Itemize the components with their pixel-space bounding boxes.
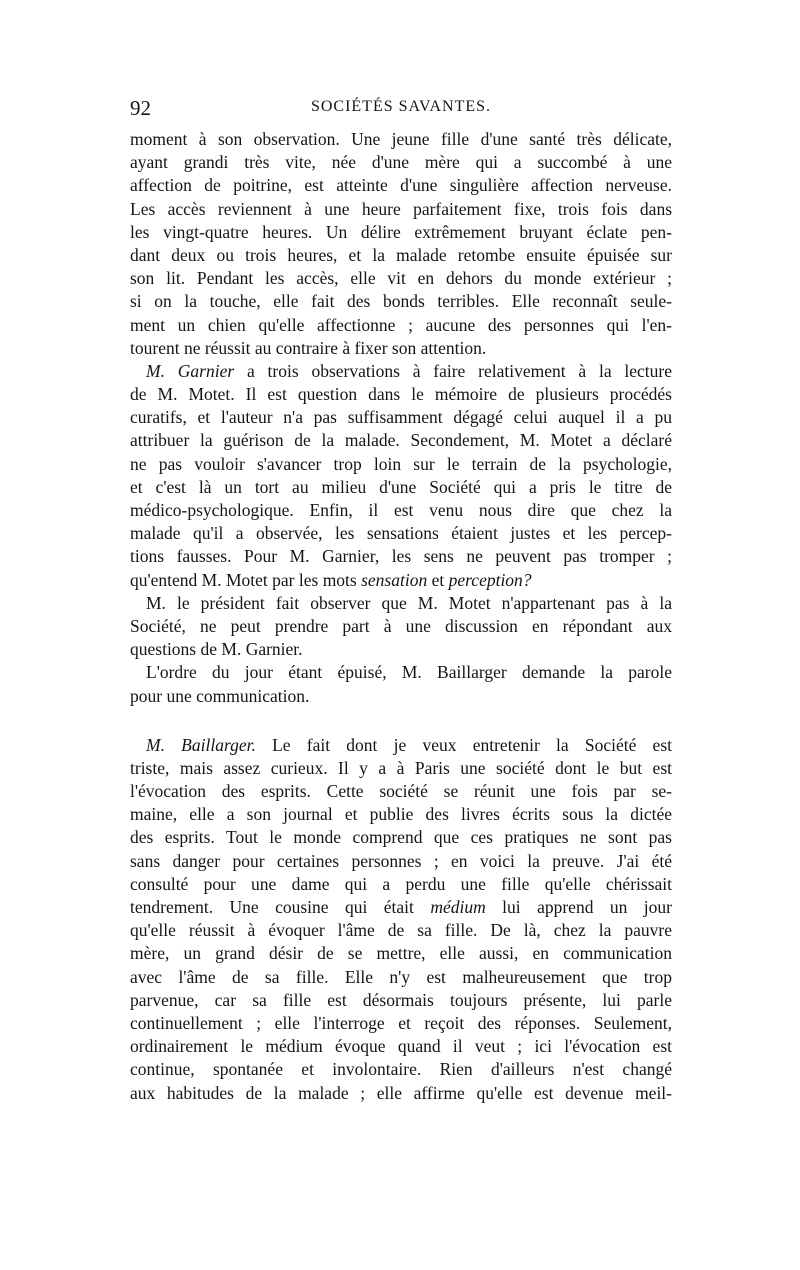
text-line: Société, ne peut prendre part à une discussion en répondant aux bbox=[130, 615, 672, 636]
text-line: ayant grandi très vite, née d'une mère qui a succombé à une bbox=[130, 152, 672, 173]
text-line: dant deux ou trois heures, et la malade retombe ensuite épuisée sur bbox=[130, 244, 672, 265]
text-line: les vingt-quatre heures. Un délire extrêmement bruyant éclate pen- bbox=[130, 221, 672, 242]
text-line: maine, elle a son journal et publie des livres écrits sous la dictée bbox=[130, 804, 672, 825]
text-line: attribuer la guérison de la malade. Secondement, M. Motet a déclaré bbox=[130, 430, 672, 451]
text-line: continuellement ; elle l'interroge et reçoit des réponses. Seulement, bbox=[130, 1012, 672, 1033]
text-line: M. Baillarger. Le fait dont je veux entretenir la Société est bbox=[146, 734, 672, 755]
text-line: l'évocation des esprits. Cette société se réunit une fois par se- bbox=[130, 781, 672, 802]
text-line: si on la touche, elle fait des bonds terribles. Elle reconnaît seule- bbox=[130, 291, 672, 312]
text-line: affection de poitrine, est atteinte d'une singulière affection nerveuse. bbox=[130, 175, 672, 196]
page-number: 92 bbox=[130, 96, 151, 120]
paragraph-baillarger-communication bbox=[130, 734, 672, 1105]
paragraph-illness-description bbox=[130, 128, 672, 360]
text-line: parvenue, car sa fille est désormais toujours présente, lui parle bbox=[130, 989, 672, 1010]
paragraph-garnier-remarks bbox=[130, 360, 672, 592]
italic-term: médium bbox=[430, 897, 486, 917]
text-line: de M. Motet. Il est question dans le mémoire de plusieurs procédés bbox=[130, 384, 672, 405]
text-line: pour une communication. bbox=[130, 685, 310, 706]
text-line: mère, un grand désir de se mettre, elle aussi, en communication bbox=[130, 943, 672, 964]
text-line: sans danger pour certaines personnes ; en voici la preuve. J'ai été bbox=[130, 850, 672, 871]
text-line: tions fausses. Pour M. Garnier, les sens ne peuvent pas tromper ; bbox=[130, 546, 672, 567]
text-line: avec l'âme de sa fille. Elle n'y est malheureusement que trop bbox=[130, 966, 672, 987]
page-header bbox=[130, 96, 672, 126]
italic-term: perception? bbox=[448, 569, 532, 590]
text-line: tourent ne réussit au contraire à fixer son attention. bbox=[130, 337, 487, 358]
text-line: tendrement. Une cousine qui était médium lui apprend un jour bbox=[130, 897, 672, 917]
body-text bbox=[130, 128, 672, 1105]
text-line: et c'est là un tort au milieu d'une Société qui a pris le titre de bbox=[130, 476, 672, 497]
text-line: consulté pour une dame qui a perdu une fille qu'elle chérissait bbox=[130, 873, 672, 894]
text-line: questions de M. Garnier. bbox=[130, 639, 303, 660]
text-line: M. le président fait observer que M. Motet n'appartenant pas à la bbox=[146, 592, 672, 613]
text-line: ment un chien qu'elle affectionne ; aucune des personnes qui l'en- bbox=[130, 314, 672, 335]
text-line: ne pas vouloir s'avancer trop loin sur le terrain de la psychologie, bbox=[130, 453, 672, 474]
text-line: son lit. Pendant les accès, elle vit en dehors du monde extérieur ; bbox=[130, 268, 672, 289]
running-title: SOCIÉTÉS SAVANTES. bbox=[310, 98, 492, 115]
text-line: malade qu'il a observée, les sensations étaient justes et les percep- bbox=[130, 523, 672, 544]
text-line: L'ordre du jour étant épuisé, M. Baillarger demande la parole bbox=[146, 662, 672, 683]
text-line: qu'entend M. Motet par les mots sensation et perception? bbox=[130, 569, 532, 590]
speaker-name: M. Baillarger. bbox=[146, 734, 256, 755]
text-line: ordinairement le médium évoque quand il veut ; ici l'évocation est bbox=[130, 1036, 672, 1057]
text-line: curatifs, et l'auteur n'a pas suffisamment dégagé celui auquel il a pu bbox=[130, 407, 672, 428]
text-line: des esprits. Tout le monde comprend que ces pratiques ne sont pas bbox=[130, 827, 672, 848]
text-line: continue, spontanée et involontaire. Rien d'ailleurs n'est changé bbox=[130, 1059, 672, 1080]
text-line: médico-psychologique. Enfin, il est venu nous dire que chez la bbox=[130, 500, 672, 520]
text-line: Les accès reviennent à une heure parfaitement fixe, trois fois dans bbox=[130, 198, 672, 219]
text-line: aux habitudes de la malade ; elle affirme qu'elle est devenue meil- bbox=[130, 1082, 672, 1103]
text-line: moment à son observation. Une jeune fille d'une santé très délicate, bbox=[130, 129, 672, 149]
paragraph-order-of-day bbox=[130, 661, 672, 707]
text-line: triste, mais assez curieux. Il y a à Paris une société dont le but est bbox=[130, 757, 672, 778]
section-gap bbox=[130, 708, 672, 734]
speaker-name: M. Garnier bbox=[146, 360, 235, 381]
paragraph-president-remark bbox=[130, 592, 672, 662]
italic-term: sensation bbox=[361, 569, 428, 590]
text-line: M. Garnier a trois observations à faire relativement à la lecture bbox=[146, 360, 672, 381]
text-line: qu'elle réussit à évoquer l'âme de sa fille. De là, chez la pauvre bbox=[130, 920, 672, 941]
